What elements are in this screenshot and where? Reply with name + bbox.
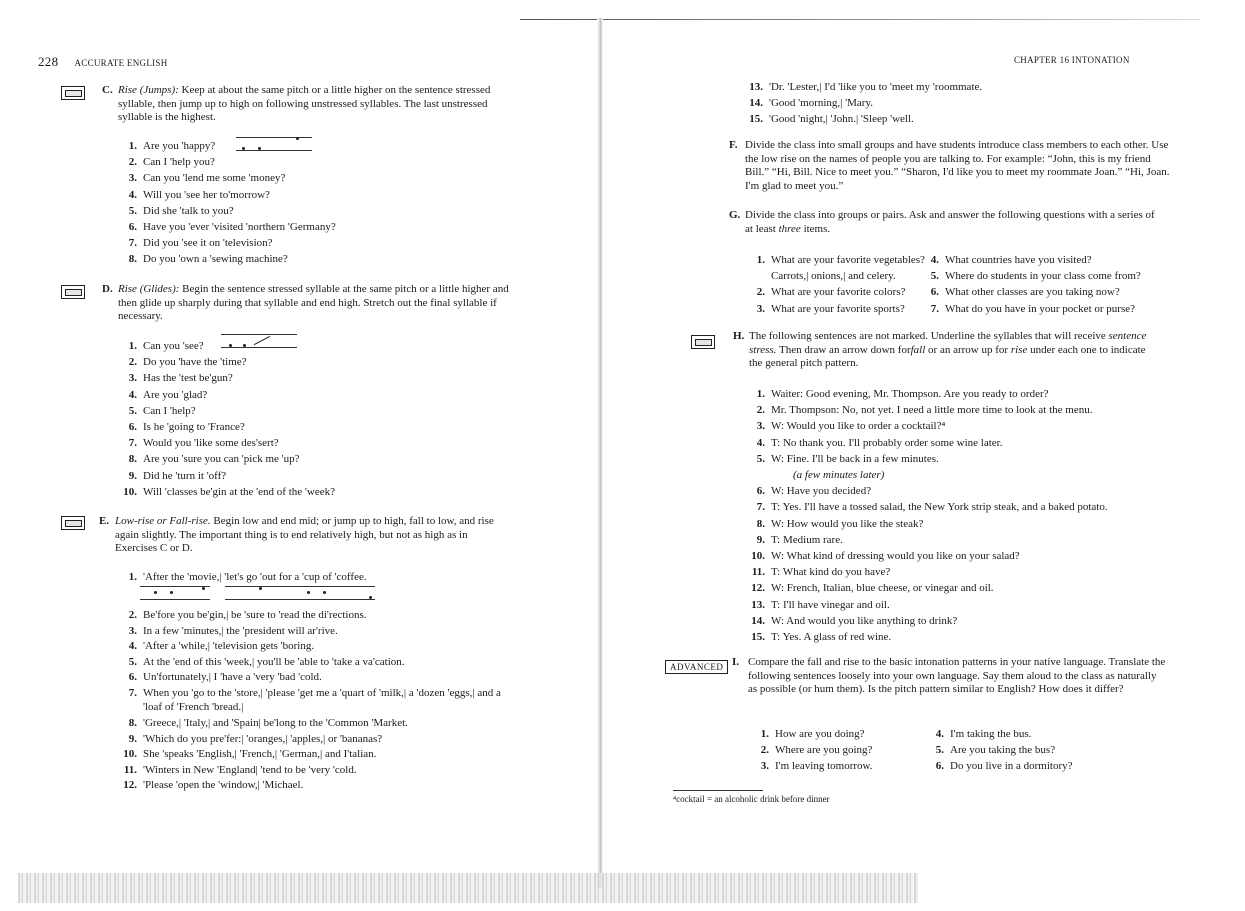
running-head: ACCURATE ENGLISH — [74, 58, 168, 68]
list-item: 6. What other classes are you taking now? — [930, 286, 1120, 299]
list-item: 4. What countries have you visited? — [930, 254, 1092, 266]
pitch-pattern-mark — [225, 586, 375, 600]
list-item: 8. W: How would you like the steak? — [756, 517, 924, 530]
section-text: Then draw an arrow down for — [778, 343, 911, 356]
section-f — [729, 139, 1175, 193]
section-f-instructions — [729, 139, 1175, 193]
list-item: 6. Do you live in a dormitory? — [935, 760, 1073, 773]
list-item: 14. 'Good 'morning,| 'Mary. — [749, 97, 873, 110]
list-item: 6. Un'fortunately,| I 'have a 'very 'bad 'cold. — [128, 671, 322, 684]
section-h-instructions — [733, 330, 1159, 371]
section-d-instructions — [102, 283, 513, 324]
list-item: 6. W: Have you decided? — [756, 485, 872, 498]
section-c-list — [121, 138, 441, 268]
section-i-list-left — [753, 726, 933, 775]
section-i-instructions — [732, 656, 1168, 697]
list-item: 13. 'Dr. 'Lester,| I'd 'like you to 'meet my 'roommate. — [749, 81, 983, 93]
section-e-first-item — [121, 569, 521, 585]
list-item: 1. Waiter: Good evening, Mr. Thompson. Are you ready to order? — [756, 388, 1049, 400]
advanced-badge: ADVANCED — [665, 660, 728, 674]
list-item: 1. 'After the 'movie,| 'let's go 'out for a 'cup of 'coffee. — [128, 571, 367, 583]
list-item: 12. W: French, Italian, blue cheese, or vinegar and oil. — [751, 582, 994, 595]
footnote-rule — [673, 790, 763, 791]
list-item: 4. Will you 'see her to'morrow? — [128, 188, 270, 201]
list-item: 7. When you 'go to the 'store,| 'please 'get me a 'quart of 'milk,| a 'dozen 'eggs,| and a 'loaf of 'French 'bread.| — [128, 686, 501, 713]
left-page-header — [38, 54, 168, 70]
list-item: 4. T: No thank you. I'll probably order some wine later. — [756, 436, 1003, 449]
section-g-list-left — [749, 252, 949, 317]
section-e-instructions — [99, 515, 505, 556]
list-item: 3. What are your favorite sports? — [756, 302, 905, 315]
list-item: 2. Mr. Thompson: No, not yet. I need a little more time to look at the menu. — [756, 404, 1093, 417]
list-item: 1. How are you doing? — [760, 728, 865, 740]
list-item: 8. Are you 'sure you can 'pick me 'up? — [128, 453, 300, 466]
section-letter: E. — [99, 515, 110, 527]
cassette-icon — [61, 285, 85, 299]
section-g — [729, 209, 1165, 236]
cassette-icon — [61, 516, 85, 530]
section-title: Rise (Glides): — [118, 283, 180, 295]
section-letter: I. — [732, 656, 740, 668]
section-text-emphasis: sentence stress. — [749, 330, 1147, 356]
section-letter: C. — [102, 84, 113, 96]
section-text: Divide the class into groups or pairs. Ask and answer the following questions with a series of at least — [745, 209, 1155, 235]
section-text: Keep at about the same pitch or a little higher on the sentence stressed syllable, then jump up to high on following unstressed syllables. The last unstressed syllable is the highest. — [118, 84, 491, 124]
list-item: 3. I'm leaving tomorrow. — [760, 760, 873, 773]
section-text: Begin low and end mid; or jump up to high, fall to low, and rise again slightly. The important thing is to end relatively high, but not as high as in Exercises C or D. — [115, 515, 494, 555]
list-item: Carrots,| onions,| and celery. — [771, 270, 896, 283]
list-item: 10. W: What kind of dressing would you like on your salad? — [751, 550, 1020, 563]
list-item: 2. Do you 'have the 'time? — [128, 356, 247, 369]
list-item: 7. Did you 'see it on 'television? — [128, 237, 273, 250]
section-text: Compare the fall and rise to the basic intonation patterns in your native language. Translate the following sentences loosely into your own language. Say them aloud to the class as naturally as possible (or hum them). Is the pitch pattern similar to English? How does it differ? — [748, 656, 1166, 696]
list-item: 5. Did she 'talk to you? — [128, 204, 234, 217]
list-item: 6. Have you 'ever 'visited 'northern 'Germany? — [128, 221, 336, 234]
right-page-header — [1014, 55, 1130, 65]
list-item: 2. Can I 'help you? — [128, 156, 215, 169]
list-item: 15. 'Good 'night,| 'John.| 'Sleep 'well. — [749, 113, 914, 126]
list-item: 7. T: Yes. I'll have a tossed salad, the New York strip steak, and a baked potato. — [756, 501, 1108, 514]
section-text: Begin the sentence stressed syllable at the same pitch or a little higher and then glide up sharply during that syllable and end high. Stretch out the final syllable if necessary. — [118, 283, 509, 323]
list-item: 15. T: Yes. A glass of red wine. — [751, 631, 892, 644]
section-text-emphasis: fall — [910, 343, 926, 356]
page-number: 228 — [38, 54, 59, 69]
list-item: 7. What do you have in your pocket or purse? — [930, 302, 1135, 315]
section-e — [99, 515, 505, 556]
list-item: 8. Do you 'own a 'sewing machine? — [128, 253, 288, 266]
section-title: Rise (Jumps): — [118, 84, 179, 96]
list-item: 1. Are you 'happy? — [128, 140, 216, 152]
section-h — [733, 330, 1159, 371]
list-item: 9. T: Medium rare. — [756, 533, 843, 546]
section-c — [102, 84, 508, 125]
list-item: 11. 'Winters in New 'England| 'tend to be 'very 'cold. — [123, 763, 357, 776]
list-item: 5. Where do students in your class come from? — [930, 270, 1141, 283]
list-item: 5. At the 'end of this 'week,| you'll be 'able to 'take a va'cation. — [128, 655, 405, 668]
section-text-emphasis: three — [778, 222, 801, 235]
section-letter: G. — [729, 209, 741, 221]
list-item: 3. W: Would you like to order a cocktail?⁴ — [756, 420, 946, 433]
running-head: CHAPTER 16 INTONATION — [1014, 55, 1130, 65]
section-letter: H. — [733, 330, 745, 342]
continued-list — [747, 79, 1167, 128]
section-c-instructions — [102, 84, 508, 125]
section-text: items. — [803, 222, 831, 235]
list-item: 1. What are your favorite vegetables? — [756, 254, 925, 266]
list-item: 11. T: What kind do you have? — [751, 566, 891, 579]
list-item: 9. 'Which do you pre'fer:| 'oranges,| 'apples,| or 'bananas? — [128, 732, 383, 745]
section-i-list-right — [928, 726, 1128, 775]
section-i — [732, 656, 1168, 697]
list-item: 7. Would you 'like some des'sert? — [128, 437, 279, 450]
list-item: 5. Can I 'help? — [128, 404, 196, 417]
section-text: The following sentences are not marked. Underline the syllables that will receive — [749, 330, 1106, 342]
list-item: 10. She 'speaks 'English,| 'French,| 'German,| and I'talian. — [123, 748, 377, 761]
section-d-list — [121, 338, 441, 500]
section-title: Low-rise or Fall-rise. — [115, 515, 211, 527]
list-item: 13. T: I'll have vinegar and oil. — [751, 598, 890, 611]
section-letter: F. — [729, 139, 738, 151]
right-page — [603, 0, 1245, 911]
section-g-list-right — [923, 252, 1183, 317]
section-text-emphasis: rise — [1010, 343, 1028, 356]
section-letter: D. — [102, 283, 113, 295]
list-item: 14. W: And would you like anything to drink? — [751, 614, 958, 627]
list-item: 6. Is he 'going to 'France? — [128, 421, 245, 434]
section-g-instructions — [729, 209, 1165, 236]
section-h-list — [749, 386, 1189, 645]
footnote: ⁴cocktail = an alcoholic drink before dinner — [673, 794, 830, 804]
cassette-icon — [61, 86, 85, 100]
list-item: 1. Can you 'see? — [128, 340, 204, 352]
list-item: 8. 'Greece,| 'Italy,| and 'Spain| be'long to the 'Common 'Market. — [128, 716, 408, 729]
list-item: 10. Will 'classes be'gin at the 'end of the 'week? — [123, 485, 335, 498]
section-text: under each one to indicate the general pitch pattern. — [749, 343, 1146, 370]
pitch-pattern-mark — [140, 586, 210, 600]
list-item: 2. Where are you going? — [760, 744, 873, 757]
section-d — [102, 283, 513, 324]
list-item: 2. Be'fore you be'gin,| be 'sure to 'read the di'rections. — [128, 609, 367, 621]
list-item: 3. Can you 'lend me some 'money? — [128, 172, 286, 185]
list-item: 4. Are you 'glad? — [128, 388, 208, 401]
list-item: 5. W: Fine. I'll be back in a few minutes. — [756, 452, 939, 465]
list-item: 3. Has the 'test be'gun? — [128, 372, 233, 385]
list-item: 9. Did he 'turn it 'off? — [128, 469, 227, 482]
list-item: 4. I'm taking the bus. — [935, 728, 1032, 740]
section-e-list — [121, 608, 521, 794]
list-item: 3. In a few 'minutes,| the 'president will ar'rive. — [128, 624, 338, 637]
cassette-icon — [691, 335, 715, 349]
list-item: 2. What are your favorite colors? — [756, 286, 906, 299]
list-item: (a few minutes later) — [793, 469, 885, 482]
section-text: Divide the class into small groups and have students introduce class members to each other. Use the low rise on the names of people you are talking to. For example: “John, this is my friend Bill.” “Hi, Bill. Nice to meet you.” “Sharon, I'd like you to meet my roommate Joan.” “Hi, Joan. I'm glad to meet you.” — [745, 139, 1170, 192]
section-text: or an arrow up for — [928, 343, 1009, 356]
list-item: 4. 'After a 'while,| 'television gets 'boring. — [128, 640, 315, 653]
list-item: 5. Are you taking the bus? — [935, 744, 1056, 757]
left-page — [0, 0, 597, 911]
list-item: 12. 'Please 'open the 'window,| 'Michael. — [123, 779, 304, 792]
